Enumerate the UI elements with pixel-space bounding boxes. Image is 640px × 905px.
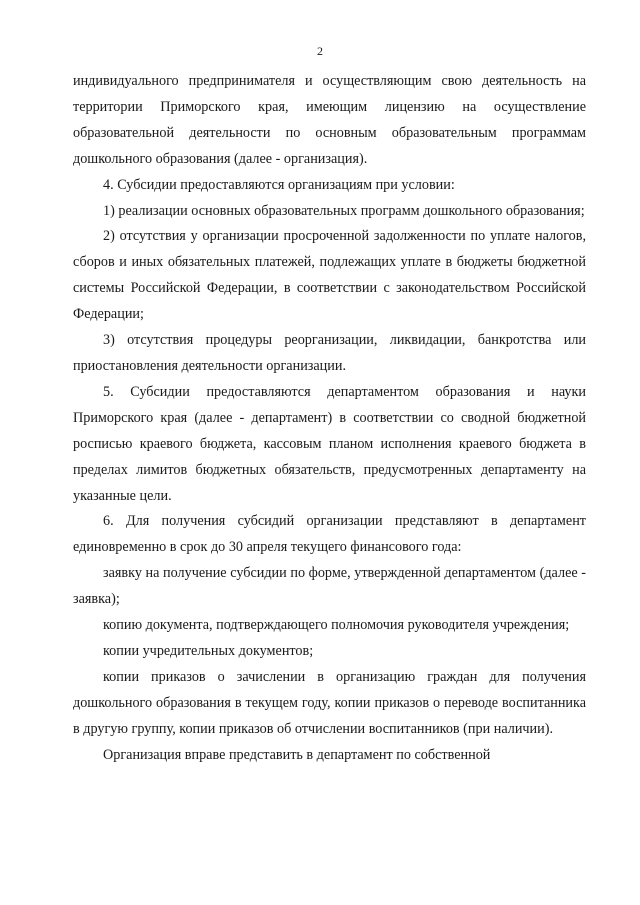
paragraph-clause-4: 4. Субсидии предоставляются организациям при условии: bbox=[103, 176, 455, 193]
paragraph-condition-2: 2) отсутствия у организации просроченной задолженности по уплате налогов, сборов и иных обязательных платежей, подлежащих уплате в бюджеты бюджетной системы Российской Федерации, в соответствии с законодательством Российской Федерации; bbox=[73, 228, 586, 323]
paragraph-enrollment-orders: копии приказов о зачислении в организацию граждан для получения дошкольного образования в текущем году, копии приказов о переводе воспитанника в другую группу, копии приказов об отчислении воспитанников (при наличии). bbox=[73, 668, 586, 737]
page-number: 2 bbox=[317, 44, 323, 58]
paragraph-optional-submission: Организация вправе представить в департамент по собственной bbox=[103, 746, 491, 763]
paragraph-continuation: индивидуального предпринимателя и осуществляющим свою деятельность на территории Приморского края, имеющим лицензию на осуществление образовательной деятельности по основным образовательным программам дошкольного образования (далее - организация). bbox=[73, 73, 586, 167]
paragraph-authority-copy: копию документа, подтверждающего полномочия руководителя учреждения; bbox=[103, 617, 570, 634]
document-body bbox=[73, 69, 586, 768]
paragraph-application: заявку на получение субсидии по форме, утвержденной департаментом (далее - заявка); bbox=[73, 565, 586, 608]
paragraph-founding-documents: копии учредительных документов; bbox=[103, 642, 314, 659]
paragraph-clause-5: 5. Субсидии предоставляются департаментом образования и науки Приморского края (далее - департамент) в соответствии со сводной бюджетной росписью краевого бюджета, кассовым планом исполнения краевого бюджета в пределах лимитов бюджетных обязательств, предусмотренных департаменту на указанные цели. bbox=[73, 383, 586, 504]
paragraph-condition-3: 3) отсутствия процедуры реорганизации, ликвидации, банкротства или приостановления деятельности организации. bbox=[73, 332, 586, 374]
paragraph-clause-6: 6. Для получения субсидий организации представляют в департамент единовременно в срок до 30 апреля текущего финансового года: bbox=[73, 513, 586, 556]
paragraph-condition-1: 1) реализации основных образовательных программ дошкольного образования; bbox=[103, 202, 585, 219]
